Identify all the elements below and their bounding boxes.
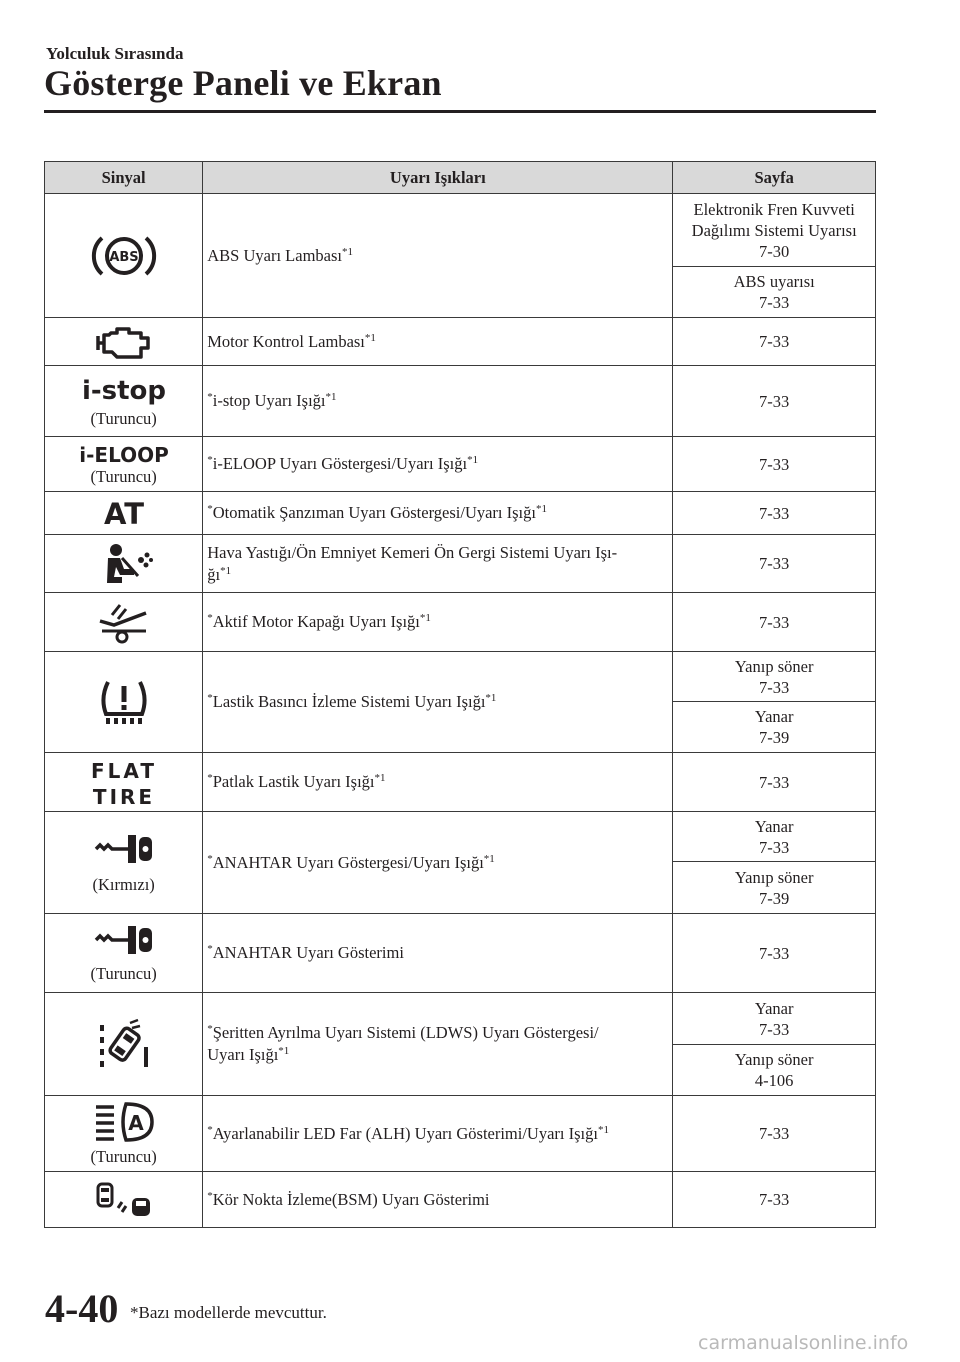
table-row-ieloop	[45, 437, 876, 492]
i-eloop-icon	[78, 441, 169, 467]
table-row-abs	[45, 194, 876, 267]
warning-cell	[203, 1172, 673, 1228]
page-cell	[673, 267, 876, 318]
table-header-row	[45, 162, 876, 194]
title-divider	[44, 110, 876, 113]
signal-cell	[45, 318, 203, 366]
availability-mark: *	[207, 612, 213, 624]
table-row-tpms	[45, 652, 876, 702]
warning-cell	[203, 753, 673, 812]
page-ref: 7-33	[759, 1019, 790, 1039]
page-cell	[673, 862, 876, 914]
footnote: *Bazı modellerde mevcuttur.	[130, 1303, 327, 1322]
page-ref: 7-33	[673, 535, 876, 593]
page-ref: 7-33	[759, 293, 790, 312]
color-note: (Turuncu)	[90, 467, 157, 486]
signal-cell	[45, 593, 203, 652]
table-row-flat	[45, 753, 876, 812]
warning-label: ANAHTAR Uyarı Gösterimi	[212, 943, 404, 962]
adaptive-led-headlight-icon	[92, 1101, 156, 1143]
page-ref: 7-33	[759, 837, 790, 857]
i-stop-icon	[81, 373, 166, 407]
section-label: Yolculuk Sırasında	[46, 44, 184, 63]
availability-mark: *	[207, 692, 213, 704]
page-cell	[673, 993, 876, 1045]
page-condition: Yanıp söner	[734, 656, 814, 676]
page-ref: 7-39	[759, 888, 790, 908]
footnote-mark: *1	[419, 612, 431, 624]
availability-mark: *	[207, 503, 213, 515]
page-condition: Yanıp söner	[734, 867, 814, 887]
table-row-airbag	[45, 535, 876, 593]
availability-mark: *	[207, 1023, 213, 1035]
table-row-bsm	[45, 1172, 876, 1228]
table-row-at	[45, 492, 876, 535]
watermark: carmanualsonline.info	[698, 1332, 909, 1354]
signal-cell	[45, 492, 203, 535]
color-note: (Kırmızı)	[92, 874, 155, 894]
page-condition: Yanar	[754, 707, 794, 726]
abs-warning-icon	[92, 233, 156, 279]
warning-lights-table	[44, 161, 876, 1228]
color-note: (Turuncu)	[90, 964, 157, 983]
warning-label-cont: ğı	[207, 564, 221, 584]
flat-icon-text: FLAT	[90, 759, 157, 783]
warning-cell	[203, 1096, 673, 1172]
color-note: (Turuncu)	[90, 1146, 157, 1166]
signal-cell	[45, 437, 203, 492]
footnote-mark: *1	[278, 1045, 290, 1057]
table-row-bonnet	[45, 593, 876, 652]
footnote-mark: *1	[483, 852, 495, 865]
alh-icon-text: A	[127, 1110, 144, 1135]
table-row-ldws	[45, 993, 876, 1045]
warning-label: i-ELOOP Uyarı Göstergesi/Uyarı Işığı	[212, 454, 468, 473]
table-row-alh	[45, 1096, 876, 1172]
signal-cell	[45, 1096, 203, 1172]
blind-spot-monitor-icon	[92, 1180, 156, 1220]
warning-label: Kör Nokta İzleme(BSM) Uyarı Gösterimi	[212, 1189, 490, 1209]
tire-pressure-icon	[96, 678, 152, 726]
table-row-istop	[45, 366, 876, 437]
warning-cell	[203, 914, 673, 993]
signal-cell	[45, 993, 203, 1096]
availability-mark: *	[207, 1123, 213, 1136]
flat-tire-icon	[89, 757, 159, 807]
warning-label: ANAHTAR Uyarı Göstergesi/Uyarı Işığı	[212, 852, 484, 872]
warning-cell	[203, 993, 673, 1096]
page-ref: 7-33	[759, 677, 790, 697]
footnote-mark: *1	[467, 454, 479, 466]
availability-mark: *	[207, 454, 213, 466]
signal-cell	[45, 812, 203, 914]
page-cell	[673, 194, 876, 267]
page-ref: 7-33	[673, 492, 876, 535]
page-ref: 7-33	[673, 914, 876, 993]
footnote-mark: *1	[325, 391, 337, 403]
warning-label: Hava Yastığı/Ön Emniyet Kemeri Ön Gergi Sistemi Uyarı Işı-	[207, 542, 618, 562]
warning-label: Patlak Lastik Uyarı Işığı	[212, 772, 375, 791]
warning-cell	[203, 652, 673, 753]
warning-label: ABS Uyarı Lambası	[207, 245, 342, 265]
signal-cell	[45, 366, 203, 437]
column-header-page: Sayfa	[673, 162, 876, 194]
at-icon	[99, 497, 149, 531]
warning-cell	[203, 318, 673, 366]
warning-cell	[203, 366, 673, 437]
page-condition: Yanar	[754, 998, 794, 1018]
warning-cell	[203, 812, 673, 914]
page-ref: 7-33	[673, 1096, 876, 1172]
availability-mark: *	[207, 943, 213, 955]
page-ref: 7-33	[673, 593, 876, 652]
page-condition: Yanıp söner	[734, 1050, 814, 1069]
availability-mark: *	[207, 391, 213, 403]
page-condition: Elektronik Fren Kuvveti	[693, 199, 855, 219]
at-icon-text: AT	[103, 497, 144, 531]
active-bonnet-icon	[94, 601, 154, 643]
column-header-signal: Sinyal	[45, 162, 203, 194]
page-ref: 4-106	[754, 1071, 794, 1090]
tire-icon-text: TIRE	[92, 785, 155, 809]
page-cell	[673, 1045, 876, 1096]
table-row-key-amber	[45, 914, 876, 993]
footnote-mark: *1	[485, 692, 497, 704]
footnote-mark: *1	[374, 772, 386, 784]
footnote-mark: *1	[341, 245, 353, 258]
warning-label-cont: Uyarı Işığı	[207, 1045, 279, 1064]
footnote-mark: *1	[597, 1123, 609, 1136]
warning-cell	[203, 492, 673, 535]
page-condition-cont: Dağılımı Sistemi Uyarısı	[691, 220, 857, 240]
signal-cell	[45, 1172, 203, 1228]
page-number: 4-40	[45, 1286, 119, 1331]
signal-cell	[45, 535, 203, 593]
page-ref: 7-33	[673, 437, 876, 492]
page-title: Gösterge Paneli ve Ekran	[44, 63, 442, 103]
warning-label: Otomatik Şanzıman Uyarı Göstergesi/Uyarı Işığı	[212, 503, 536, 522]
warning-cell	[203, 593, 673, 652]
warning-label: i-stop Uyarı Işığı	[212, 391, 326, 410]
table-row-key-red	[45, 812, 876, 862]
page-ref: 7-33	[673, 1172, 876, 1228]
engine-check-icon	[95, 324, 153, 360]
table-row-engine	[45, 318, 876, 366]
page-ref: 7-33	[673, 366, 876, 437]
abs-icon-text: ABS	[108, 249, 139, 265]
column-header-warning: Uyarı Işıkları	[203, 162, 673, 194]
key-indicator-icon	[92, 922, 156, 956]
warning-label: Şeritten Ayrılma Uyarı Sistemi (LDWS) Uyarı Göstergesi/	[212, 1023, 599, 1042]
i-stop-icon-text: i-stop	[81, 376, 166, 406]
page-cell	[673, 652, 876, 702]
warning-label: Ayarlanabilir LED Far (ALH) Uyarı Gösterimi/Uyarı Işığı	[212, 1123, 598, 1143]
footnote-mark: *1	[364, 331, 376, 344]
signal-cell	[45, 753, 203, 812]
page-condition: ABS uyarısı	[733, 272, 815, 291]
signal-cell	[45, 914, 203, 993]
page-ref: 7-33	[673, 753, 876, 812]
lane-departure-icon	[96, 1017, 152, 1071]
warning-cell	[203, 437, 673, 492]
signal-cell	[45, 194, 203, 318]
warning-cell	[203, 194, 673, 318]
page-condition: Yanar	[754, 816, 794, 836]
page-ref: 7-39	[759, 728, 790, 747]
i-eloop-icon-text: i-ELOOP	[78, 443, 169, 467]
key-warning-icon	[92, 831, 156, 865]
warning-label: Aktif Motor Kapağı Uyarı Işığı	[212, 612, 420, 631]
footnote-mark: *1	[220, 564, 232, 577]
availability-mark: *	[207, 772, 213, 784]
warning-label: Motor Kontrol Lambası	[207, 331, 365, 351]
signal-cell	[45, 652, 203, 753]
availability-mark: *	[207, 852, 213, 865]
color-note: (Turuncu)	[90, 409, 157, 428]
page-cell	[673, 812, 876, 862]
footnote-mark: *1	[535, 503, 547, 515]
page-ref: 7-30	[759, 241, 790, 261]
availability-mark: *	[207, 1189, 213, 1202]
warning-cell	[203, 535, 673, 593]
warning-label: Lastik Basıncı İzleme Sistemi Uyarı Işığı	[212, 692, 486, 711]
page-ref: 7-33	[673, 318, 876, 366]
airbag-icon	[94, 543, 154, 585]
page-cell	[673, 702, 876, 753]
